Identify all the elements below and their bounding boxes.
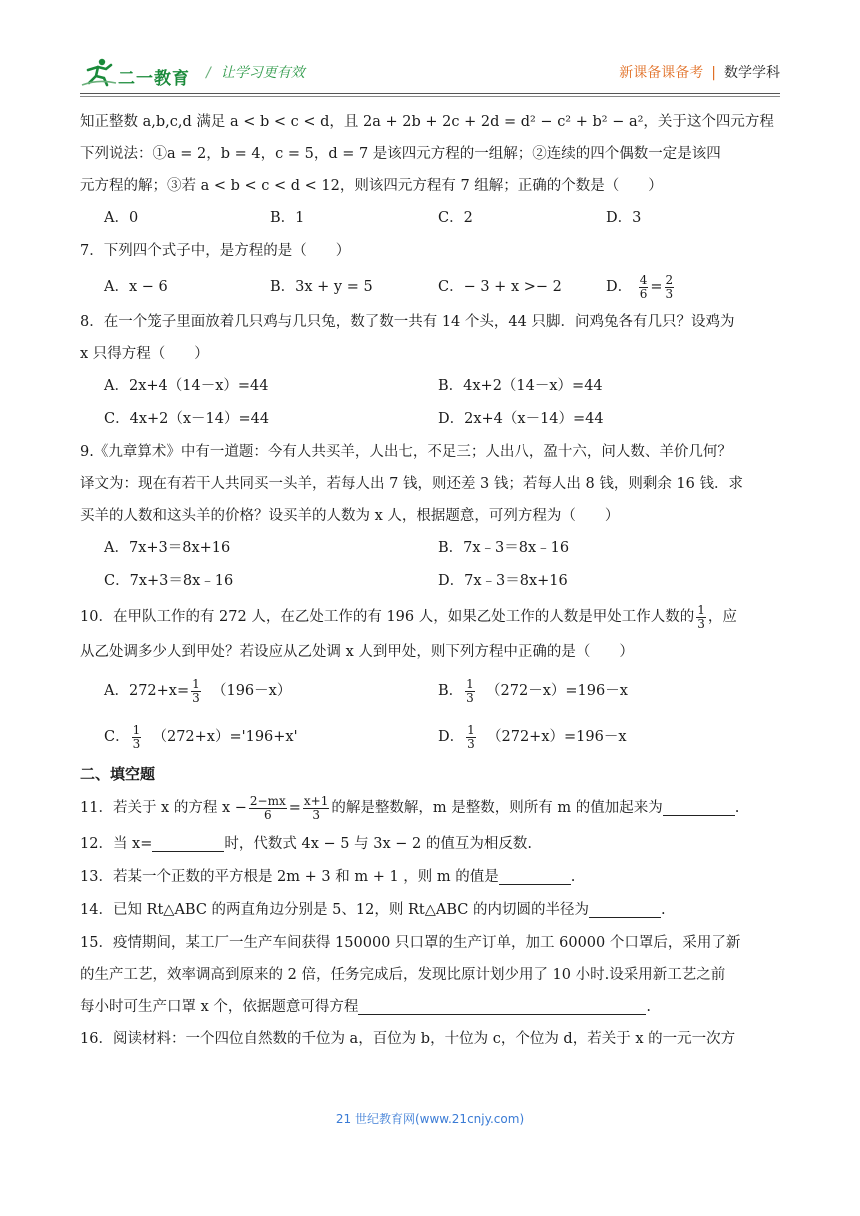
q10-options-row xyxy=(80,668,780,714)
page-footer[interactable]: 21 世纪教育网(www.21cnjy.com) xyxy=(335,1112,525,1126)
q15-line: 的生产工艺，效率调高到原来的 2 倍，任务完成后，发现比原计划少用了 10 小时.设采用新工艺之前 xyxy=(80,967,726,983)
fraction-numerator: 2 xyxy=(665,272,674,287)
q10-text: 10．在甲队工作的有 272 人，在乙处工作的有 196 人，如果乙处工作的人数是甲处工作人数的 xyxy=(80,609,695,625)
header-course-label: 新课备课备考 xyxy=(619,65,704,81)
fraction-numerator: 4 xyxy=(639,272,648,287)
q6-option-d: D．3 xyxy=(606,210,642,226)
q7-option-d: D． $\frac{4}{6}$ = $\frac{2}{3}$ xyxy=(606,272,674,301)
fraction-denominator: 3 xyxy=(467,736,475,751)
q9-option-c: C．7x+3＝8x﹣16 xyxy=(104,573,234,589)
fraction-numerator: 1 xyxy=(467,722,475,737)
q10-option-c-post: （272+x）='196+x' xyxy=(152,729,298,745)
fraction xyxy=(191,678,201,705)
q10-option-b-post: （272－x）=196－x xyxy=(486,683,628,699)
fraction-denominator: 3 xyxy=(697,616,705,631)
q6-line: 下列说法：①a = 2，b = 4，c = 5，d = 7 是该四元方程的一组解；②连续的四个偶数一定是该四 xyxy=(80,146,721,162)
q11-eq: = xyxy=(288,800,301,816)
q12-post: 时，代数式 4x − 5 与 3x − 2 的值互为相反数. xyxy=(224,836,532,852)
q10-option-d-post: （272+x）=196－x xyxy=(487,729,627,745)
answer-blank[interactable] xyxy=(589,899,661,918)
fraction xyxy=(465,678,475,705)
fraction xyxy=(303,795,329,822)
fraction-denominator: 3 xyxy=(665,286,674,301)
q6-option-b: B．1 xyxy=(270,210,305,226)
answer-blank[interactable] xyxy=(663,797,735,816)
q8-options-row xyxy=(80,403,780,436)
q7-option-c: C．− 3 + x >− 2 xyxy=(438,279,562,295)
q6-option-c: C．2 xyxy=(438,210,473,226)
fraction-numerator: 1 xyxy=(132,722,141,737)
logo-text: 二一教育 xyxy=(118,69,190,89)
q9-option-b: B．7x﹣3＝8x﹣16 xyxy=(438,540,570,556)
header-rule xyxy=(80,93,780,94)
header-rule-thin xyxy=(80,96,780,97)
page-header xyxy=(80,52,780,92)
fraction-numerator: 1 xyxy=(697,602,705,617)
document-body xyxy=(80,106,780,1055)
q8-line: 8．在一个笼子里面放着几只鸡与几只兔，数了数一共有 14 个头，44 只脚．问鸡兔各有几只？设鸡为 xyxy=(80,314,735,330)
q8-option-a: A．2x+4（14－x）=44 xyxy=(104,378,269,394)
q7-option-b: B．3x + y = 5 xyxy=(270,279,373,295)
q6-options xyxy=(80,202,780,235)
q6-line: 知正整数 a,b,c,d 满足 a < b < c < d，且 2a + 2b + 2c + 2d = d² − c² + b² − a²，关于这个四元方程 xyxy=(80,114,774,130)
q9-option-d: D．7x﹣3＝8x+16 xyxy=(438,573,568,589)
answer-blank[interactable] xyxy=(358,996,646,1015)
fraction xyxy=(696,604,706,631)
runner-logo-icon xyxy=(80,56,120,88)
q9-option-a: A．7x+3＝8x+16 xyxy=(104,540,231,556)
q15-end: . xyxy=(646,999,652,1015)
fraction-numerator: 1 xyxy=(466,676,474,691)
q9-line: 译文为：现在有若干人共同买一头羊，若每人出 7 钱，则还差 3 钱；若每人出 8 钱，则剩余 16 钱．求 xyxy=(80,476,743,492)
q13-pre: 13．若某一个正数的平方根是 2m + 3 和 m + 1 ，则 m 的值是 xyxy=(80,869,499,885)
q6-line: 元方程的解；③若 a < b < c < d < 12，则该四元方程有 7 组解；正确的个数是（ ） xyxy=(80,178,663,194)
q6-option-a: A．0 xyxy=(104,210,139,226)
q10-text: ，应 xyxy=(707,609,737,625)
q9-options-row xyxy=(80,565,780,598)
q11-post: 的解是整数解，m 是整数，则所有 m 的值加起来为 xyxy=(331,800,663,816)
fraction-numerator: 2−mx xyxy=(249,793,286,808)
slogan-text: 让学习更有效 xyxy=(220,65,305,81)
q10-option-a-pre: A．272+x= xyxy=(104,683,190,699)
q13-end: . xyxy=(570,869,576,885)
q14-end: . xyxy=(660,902,666,918)
fraction xyxy=(249,795,287,822)
q15-line xyxy=(80,991,780,1023)
q15-pre: 每小时可生产口罩 x 个，依据题意可得方程 xyxy=(80,999,359,1015)
q7-option-d-label: D． xyxy=(606,279,633,295)
q8-option-c: C．4x+2（x－14）=44 xyxy=(104,411,270,427)
header-subject-label: 数学学科 xyxy=(724,65,780,81)
section-heading xyxy=(80,760,780,788)
q12-pre: 12．当 x= xyxy=(80,836,153,852)
fraction-denominator: 3 xyxy=(312,807,320,822)
fraction-denominator: 6 xyxy=(264,807,272,822)
fraction-denominator: 3 xyxy=(192,690,200,705)
q9-options-row xyxy=(80,532,780,565)
fraction-numerator: x+1 xyxy=(303,793,329,808)
q13-line xyxy=(80,861,780,894)
q8-option-b: B．4x+2（14－x）=44 xyxy=(438,378,603,394)
q9-line: 9.《九章算术》中有一道题：今有人共买羊，人出七，不足三；人出八，盈十六，问人数、羊价几何？ xyxy=(80,444,732,460)
header-right: 新课备课备考 | 数学学科 xyxy=(619,65,780,81)
fraction-denominator: 3 xyxy=(132,736,141,751)
q11-line xyxy=(80,788,780,828)
q10-option-d xyxy=(438,714,627,760)
fraction xyxy=(466,724,476,751)
q12-line xyxy=(80,828,780,861)
q7-option-a: A．x − 6 xyxy=(104,279,168,295)
answer-blank[interactable] xyxy=(499,866,571,885)
q15-line: 15．疫情期间，某工厂一生产车间获得 150000 只口罩的生产订单，加工 60000 个口罩后，采用了新 xyxy=(80,935,741,951)
q7-stem: 7．下列四个式子中，是方程的是（ ） xyxy=(80,243,351,259)
fraction-denominator: 6 xyxy=(639,286,648,301)
q10-option-a-post: （196－x） xyxy=(211,683,292,699)
fraction xyxy=(665,274,675,301)
q10-options-row xyxy=(80,714,780,760)
q10-option-c-pre: C． xyxy=(104,729,130,745)
q10-option-b-pre: B． xyxy=(438,683,464,699)
fraction-denominator: 3 xyxy=(466,690,474,705)
q10-line xyxy=(80,598,780,636)
q10-option-a xyxy=(104,668,291,714)
fraction-numerator: 1 xyxy=(192,676,200,691)
section-title: 二、填空题 xyxy=(80,765,156,783)
q8-line: x 只得方程（ ） xyxy=(80,346,209,362)
fraction xyxy=(639,274,649,301)
q10-line: 从乙处调多少人到甲处？若设应从乙处调 x 人到甲处，则下列方程中正确的是（ ） xyxy=(80,644,634,660)
q8-option-d: D．2x+4（x－14）=44 xyxy=(438,411,604,427)
q7-options xyxy=(80,268,780,306)
q11-pre: 11．若关于 x 的方程 x − xyxy=(80,800,247,816)
brand-logo xyxy=(80,56,198,88)
q10-option-c xyxy=(104,714,298,760)
q11-end: . xyxy=(734,800,740,816)
q8-options-row xyxy=(80,370,780,403)
fraction xyxy=(132,724,142,751)
q14-pre: 14．已知 Rt△ABC 的两直角边分别是 5、12，则 Rt△ABC 的内切圆的半径为 xyxy=(80,902,589,918)
q16-line: 16．阅读材料：一个四位自然数的千位为 a，百位为 b，十位为 c，个位为 d，若关于 x 的一元一次方 xyxy=(80,1031,736,1047)
answer-blank[interactable] xyxy=(152,833,224,852)
q10-option-b xyxy=(438,668,628,714)
q9-line: 买羊的人数和这头羊的价格？设买羊的人数为 x 人，根据题意，可列方程为（ ） xyxy=(80,508,620,524)
q10-option-d-pre: D． xyxy=(438,729,465,745)
q14-line xyxy=(80,894,780,927)
slogan: / 让学习更有效 xyxy=(206,65,305,81)
